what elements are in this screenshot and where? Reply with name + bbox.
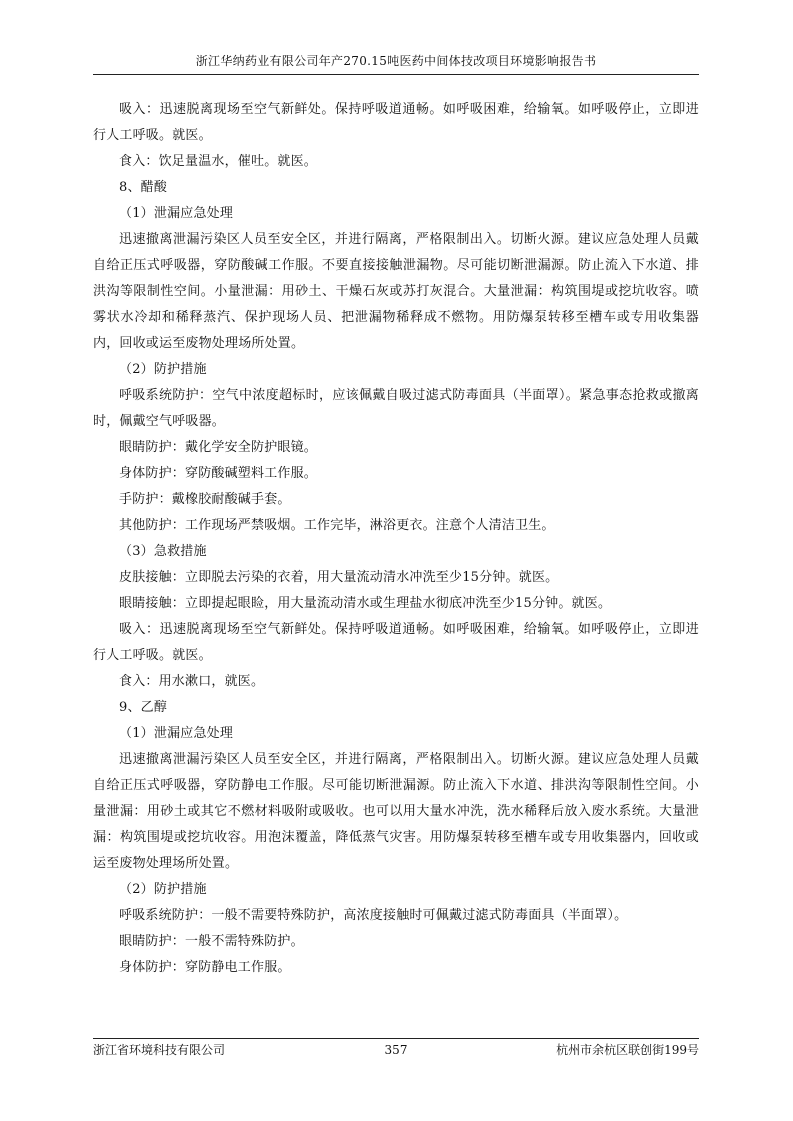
paragraph: 吸入：迅速脱离现场至空气新鲜处。保持呼吸道通畅。如呼吸困难，给输氧。如呼吸停止，立即进行人工呼吸。就医。 <box>93 102 699 143</box>
footer-rule <box>93 1038 699 1039</box>
paragraph: 眼睛防护：戴化学安全防护眼镜。 <box>119 440 318 455</box>
header-rule <box>93 74 699 75</box>
paragraph: 其他防护：工作现场严禁吸烟。工作完毕，淋浴更衣。注意个人清洁卫生。 <box>119 518 555 533</box>
paragraph: 吸入：迅速脱离现场至空气新鲜处。保持呼吸道通畅。如呼吸困难，给输氧。如呼吸停止，立即进行人工呼吸。就医。 <box>93 622 699 663</box>
paragraph: 眼睛防护：一般不需特殊防护。 <box>119 934 304 949</box>
paragraph: 食入：用水漱口，就医。 <box>119 674 265 689</box>
subsection-heading: （2）防护措施 <box>119 882 207 897</box>
paragraph: 手防护：戴橡胶耐酸碱手套。 <box>119 492 291 507</box>
paragraph: 身体防护：穿防静电工作服。 <box>119 960 291 975</box>
paragraph: 食入：饮足量温水，催吐。就医。 <box>119 154 318 169</box>
section-heading: 8、醋酸 <box>119 180 168 195</box>
footer-company: 浙江省环境科技有限公司 <box>93 1043 226 1057</box>
section-heading: 9、乙醇 <box>119 700 168 715</box>
subsection-heading: （3）急救措施 <box>119 544 207 559</box>
paragraph: 迅速撤离泄漏污染区人员至安全区，并进行隔离，严格限制出入。切断火源。建议应急处理人员戴自给正压式呼吸器，穿防酸碱工作服。不要直接接触泄漏物。尽可能切断泄漏源。防止流入下水道、排洪沟等限制性空间。小量泄漏：用砂土、干燥石灰或苏打灰混合。大量泄漏：构筑围堤或挖坑收容。喷雾状水冷却和稀释蒸汽、保护现场人员、把泄漏物稀释成不燃物。用防爆泵转移至槽车或专用收集器内，回收或运至废物处理场所处置。 <box>93 232 699 351</box>
subsection-heading: （2）防护措施 <box>119 362 207 377</box>
subsection-heading: （1）泄漏应急处理 <box>119 206 234 221</box>
paragraph: 身体防护：穿防酸碱塑料工作服。 <box>119 466 318 481</box>
document-body <box>93 97 699 981</box>
page-number: 357 <box>384 1043 408 1057</box>
paragraph: 呼吸系统防护：一般不需要特殊防护，高浓度接触时可佩戴过滤式防毒面具（半面罩）。 <box>119 908 628 923</box>
paragraph: 呼吸系统防护：空气中浓度超标时，应该佩戴自吸过滤式防毒面具（半面罩）。紧急事态抢救或撤离时，佩戴空气呼吸器。 <box>93 388 699 429</box>
page-header: 浙江华纳药业有限公司年产270.15吨医药中间体技改项目环境影响报告书 <box>195 54 597 68</box>
footer-address: 杭州市余杭区联创街199号 <box>556 1043 699 1057</box>
paragraph: 迅速撤离泄漏污染区人员至安全区，并进行隔离，严格限制出入。切断火源。建议应急处理人员戴自给正压式呼吸器，穿防静电工作服。尽可能切断泄漏源。防止流入下水道、排洪沟等限制性空间。小量泄漏：用砂土或其它不燃材料吸附或吸收。也可以用大量水冲洗，洗水稀释后放入废水系统。大量泄漏：构筑围堤或挖坑收容。用泡沫覆盖，降低蒸气灾害。用防爆泵转移至槽车或专用收集器内，回收或运至废物处理场所处置。 <box>93 752 699 871</box>
subsection-heading: （1）泄漏应急处理 <box>119 726 234 741</box>
paragraph: 皮肤接触：立即脱去污染的衣着，用大量流动清水冲洗至少15分钟。就医。 <box>119 570 559 585</box>
paragraph: 眼睛接触：立即提起眼睑，用大量流动清水或生理盐水彻底冲洗至少15分钟。就医。 <box>119 596 612 611</box>
